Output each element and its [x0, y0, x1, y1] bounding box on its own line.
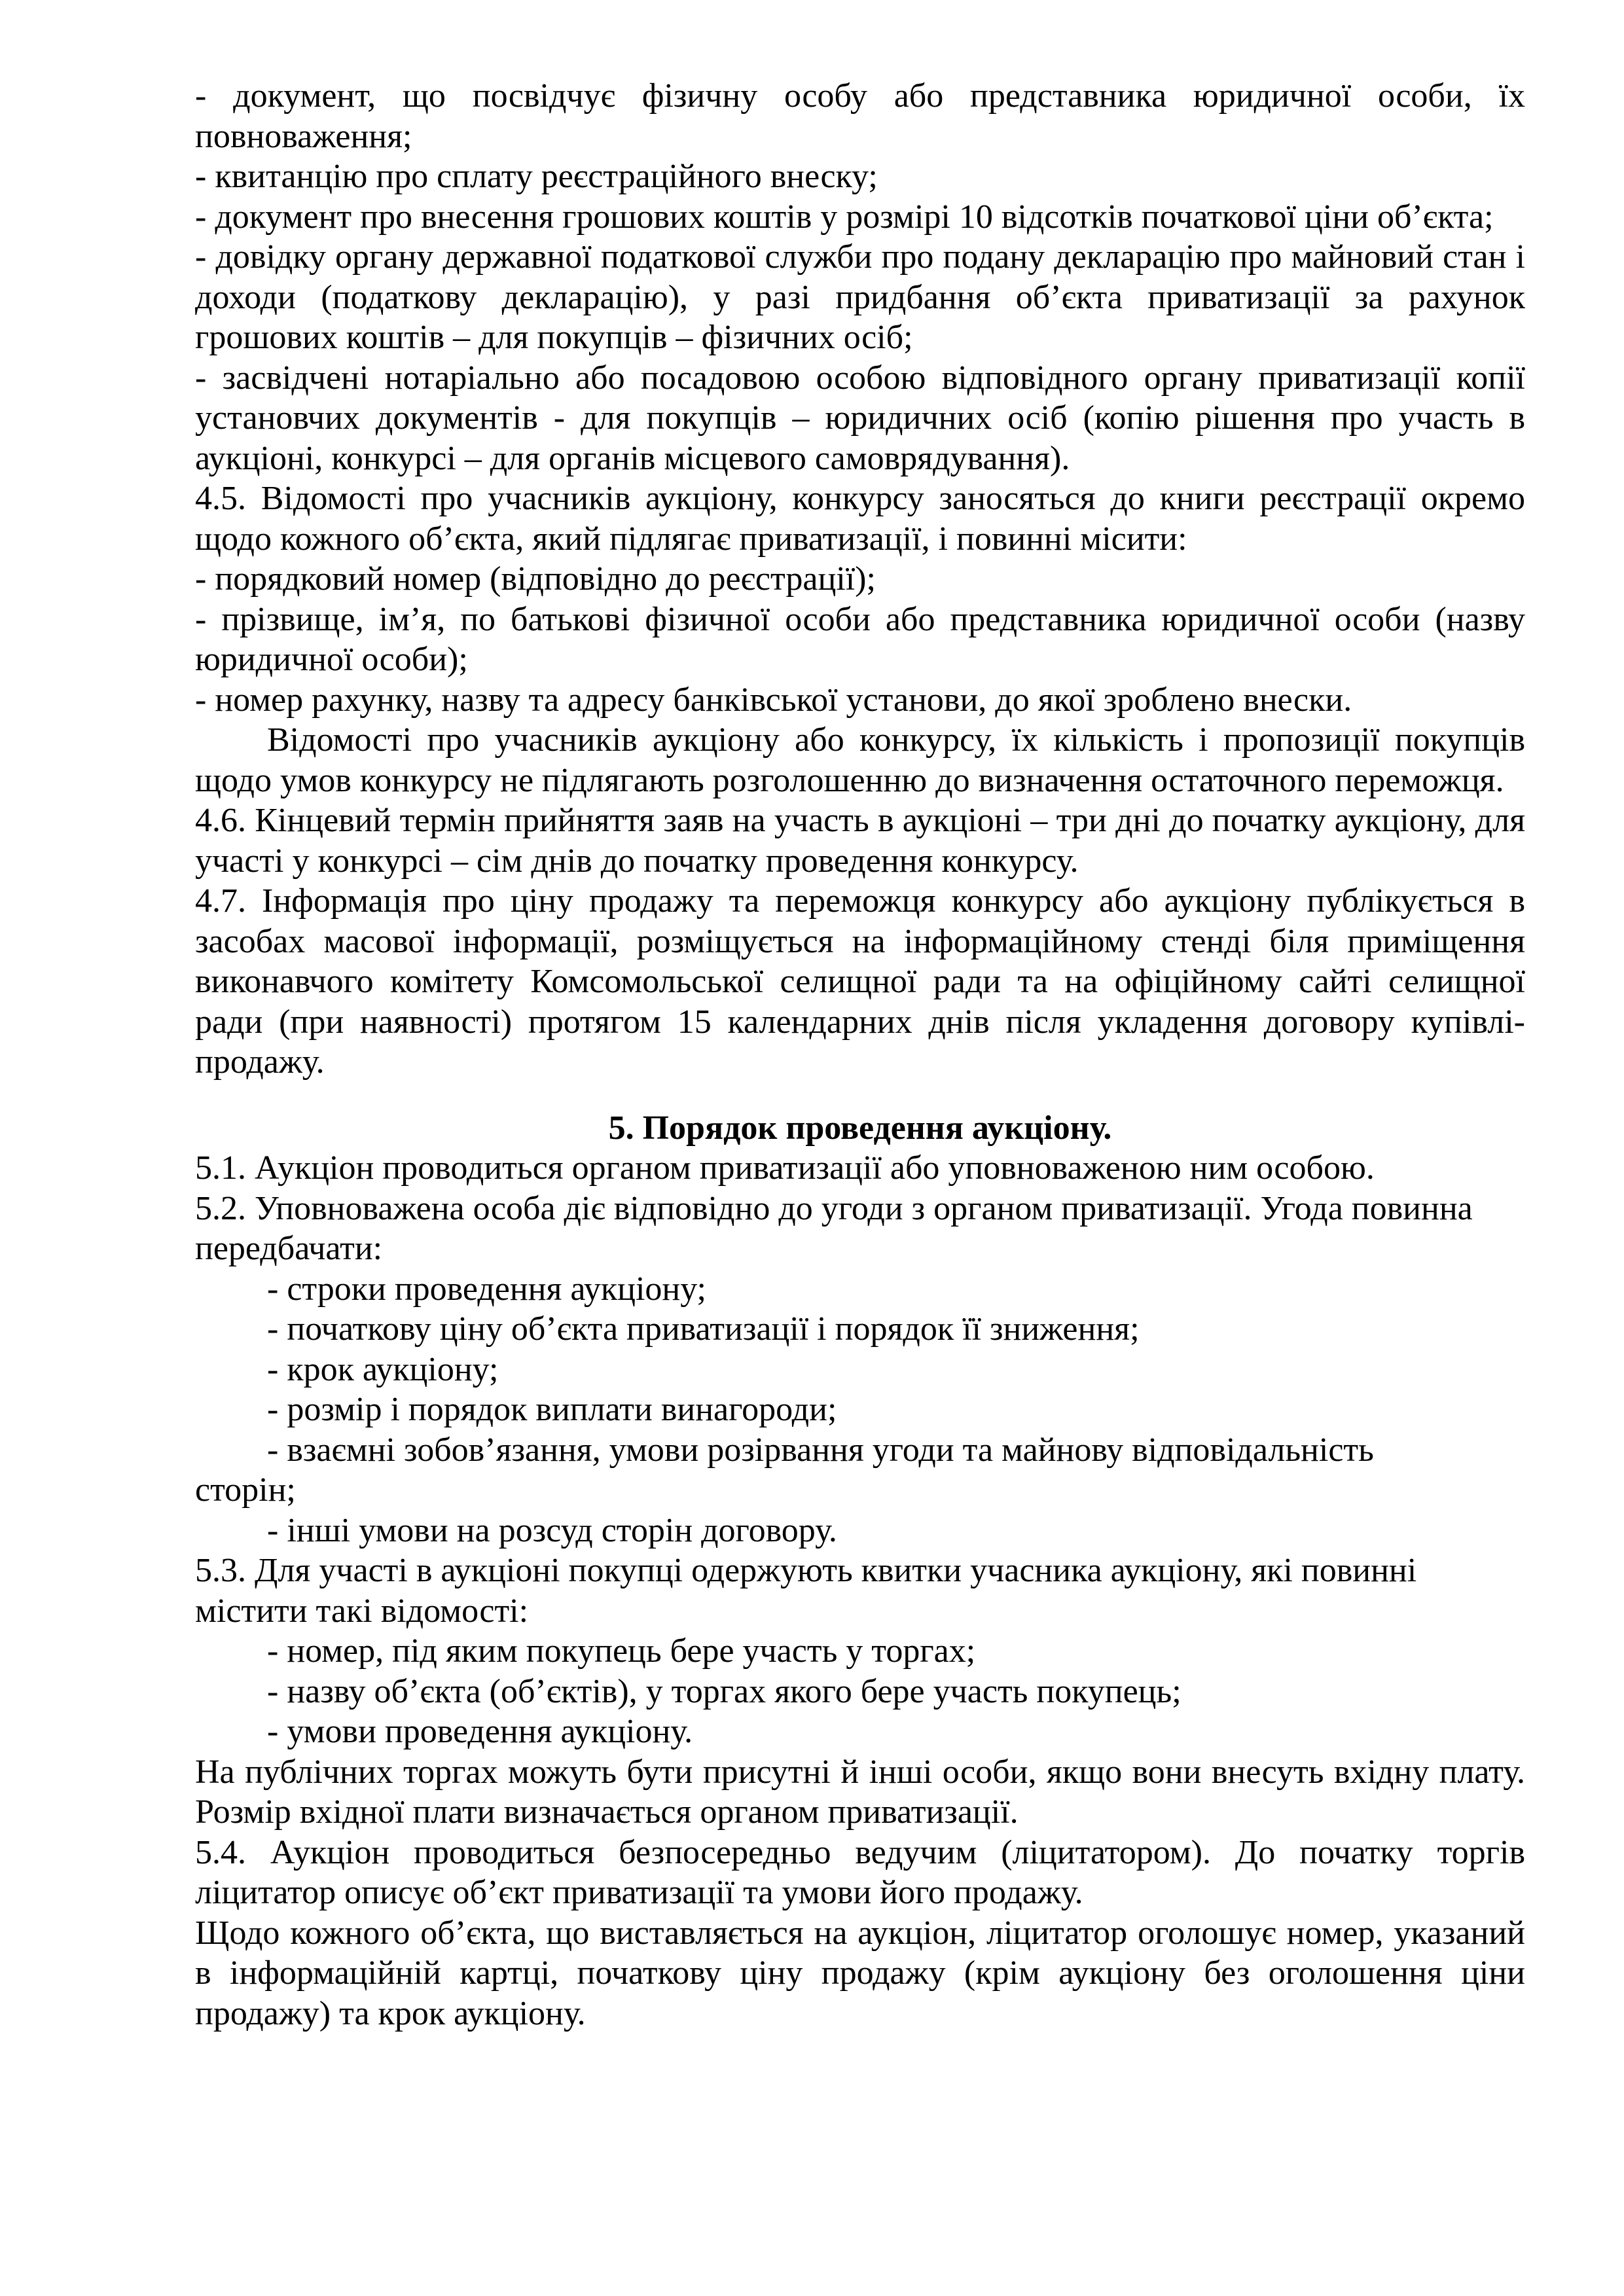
list-item: - номер рахунку, назву та адресу банківської установи, до якої зроблено внески. — [195, 681, 1352, 719]
list-item: - назву об’єкта (об’єктів), у торгах якого бере участь покупець; — [267, 1672, 1182, 1710]
clause-4-5: 4.5. Відомості про учасників аукціону, конкурсу заносяться до книги реєстрації окремо щодо кожного об’єкта, який підлягає приватизації, і повинні місити: — [195, 480, 1525, 558]
list-item: - порядковий номер (відповідно до реєстрації); — [195, 560, 876, 598]
clause-4-7: 4.7. Інформація про ціну продажу та переможця конкурсу або аукціону публікується в засобах масової інформації, розміщується на інформаційному стенді біля приміщення виконавчого комітету Комсомольської селищної ради та на офіційному сайті селищної ради (при наявності) протягом 15 календарних днів після укладення договору купівлі-продажу. — [195, 882, 1525, 1081]
clause-5-3-note: На публічних торгах можуть бути присутні й інші особи, якщо вони внесуть вхідну плату. Розмір вхідної плати визначається органом приватизації. — [195, 1753, 1525, 1831]
list-item: - квитанцію про сплату реєстраційного внеску; — [195, 158, 878, 195]
list-item: - документ, що посвідчує фізичну особу або представника юридичної особи, їх повноваження; — [195, 77, 1525, 155]
list-item: - прізвище, ім’я, по батькові фізичної особи або представника юридичної особи (назву юридичної особи); — [195, 600, 1525, 678]
section-5-heading: 5. Порядок проведення аукціону. — [608, 1109, 1112, 1147]
clause-4-6: 4.6. Кінцевий термін прийняття заяв на участь в аукціоні – три дні до початку аукціону, для участі у конкурсі – сім днів до початку проведення конкурсу. — [195, 802, 1525, 880]
document-page — [195, 76, 1525, 2034]
list-item: - засвідчені нотаріально або посадовою особою відповідного органу приватизації копії установчих документів - для покупців – юридичних осіб (копію рішення про участь в аукціоні, конкурсі – для органів місцевого самоврядування). — [195, 359, 1525, 477]
list-item: - початкову ціну об’єкта приватизації і порядок її зниження; — [267, 1310, 1140, 1348]
list-item: - розмір і порядок виплати винагороди; — [267, 1391, 837, 1428]
list-item: - довідку органу державної податкової служби про подану декларацію про майновий стан і доходи (податкову декларацію), у разі придбання об’єкта приватизації за рахунок грошових коштів – для покупців – фізичних осіб; — [195, 238, 1525, 356]
clause-5-3: 5.3. Для участі в аукціоні покупці одержують квитки учасника аукціону, які повинні містити такі відомості: — [195, 1552, 1417, 1630]
clause-5-4-note: Щодо кожного об’єкта, що виставляється на аукціон, ліцитатор оголошує номер, указаний в інформаційній картці, початкову ціну продажу (крім аукціону без оголошення ціни продажу) та крок аукціону. — [195, 1914, 1525, 2032]
list-item: - взаємні зобов’язання, умови розірвання угоди та майнову відповідальність — [267, 1431, 1374, 1469]
list-item: - номер, під яким покупець бере участь у торгах; — [267, 1632, 976, 1670]
clause-5-4: 5.4. Аукціон проводиться безпосередньо ведучим (ліцитатором). До початку торгів ліцитатор описує об’єкт приватизації та умови його продажу. — [195, 1833, 1525, 1911]
list-item: - інші умови на розсуд сторін договору. — [267, 1511, 837, 1549]
list-item: - умови проведення аукціону. — [267, 1713, 693, 1750]
clause-4-5-note: Відомості про учасників аукціону або конкурсу, їх кількість і пропозиції покупців щодо умов конкурсу не підлягають розголошенню до визначення остаточного переможця. — [195, 721, 1525, 799]
list-item: - документ про внесення грошових коштів у розмірі 10 відсотків початкової ціни об’єкта; — [195, 198, 1494, 236]
list-item-continuation: сторін; — [195, 1471, 296, 1509]
clause-5-1: 5.1. Аукціон проводиться органом приватизації або уповноваженою ним особою. — [195, 1149, 1375, 1187]
list-item: - крок аукціону; — [267, 1350, 499, 1388]
clause-5-2: 5.2. Уповноважена особа діє відповідно до угоди з органом приватизації. Угода повинна передбачати: — [195, 1189, 1473, 1267]
list-item: - строки проведення аукціону; — [267, 1270, 706, 1308]
